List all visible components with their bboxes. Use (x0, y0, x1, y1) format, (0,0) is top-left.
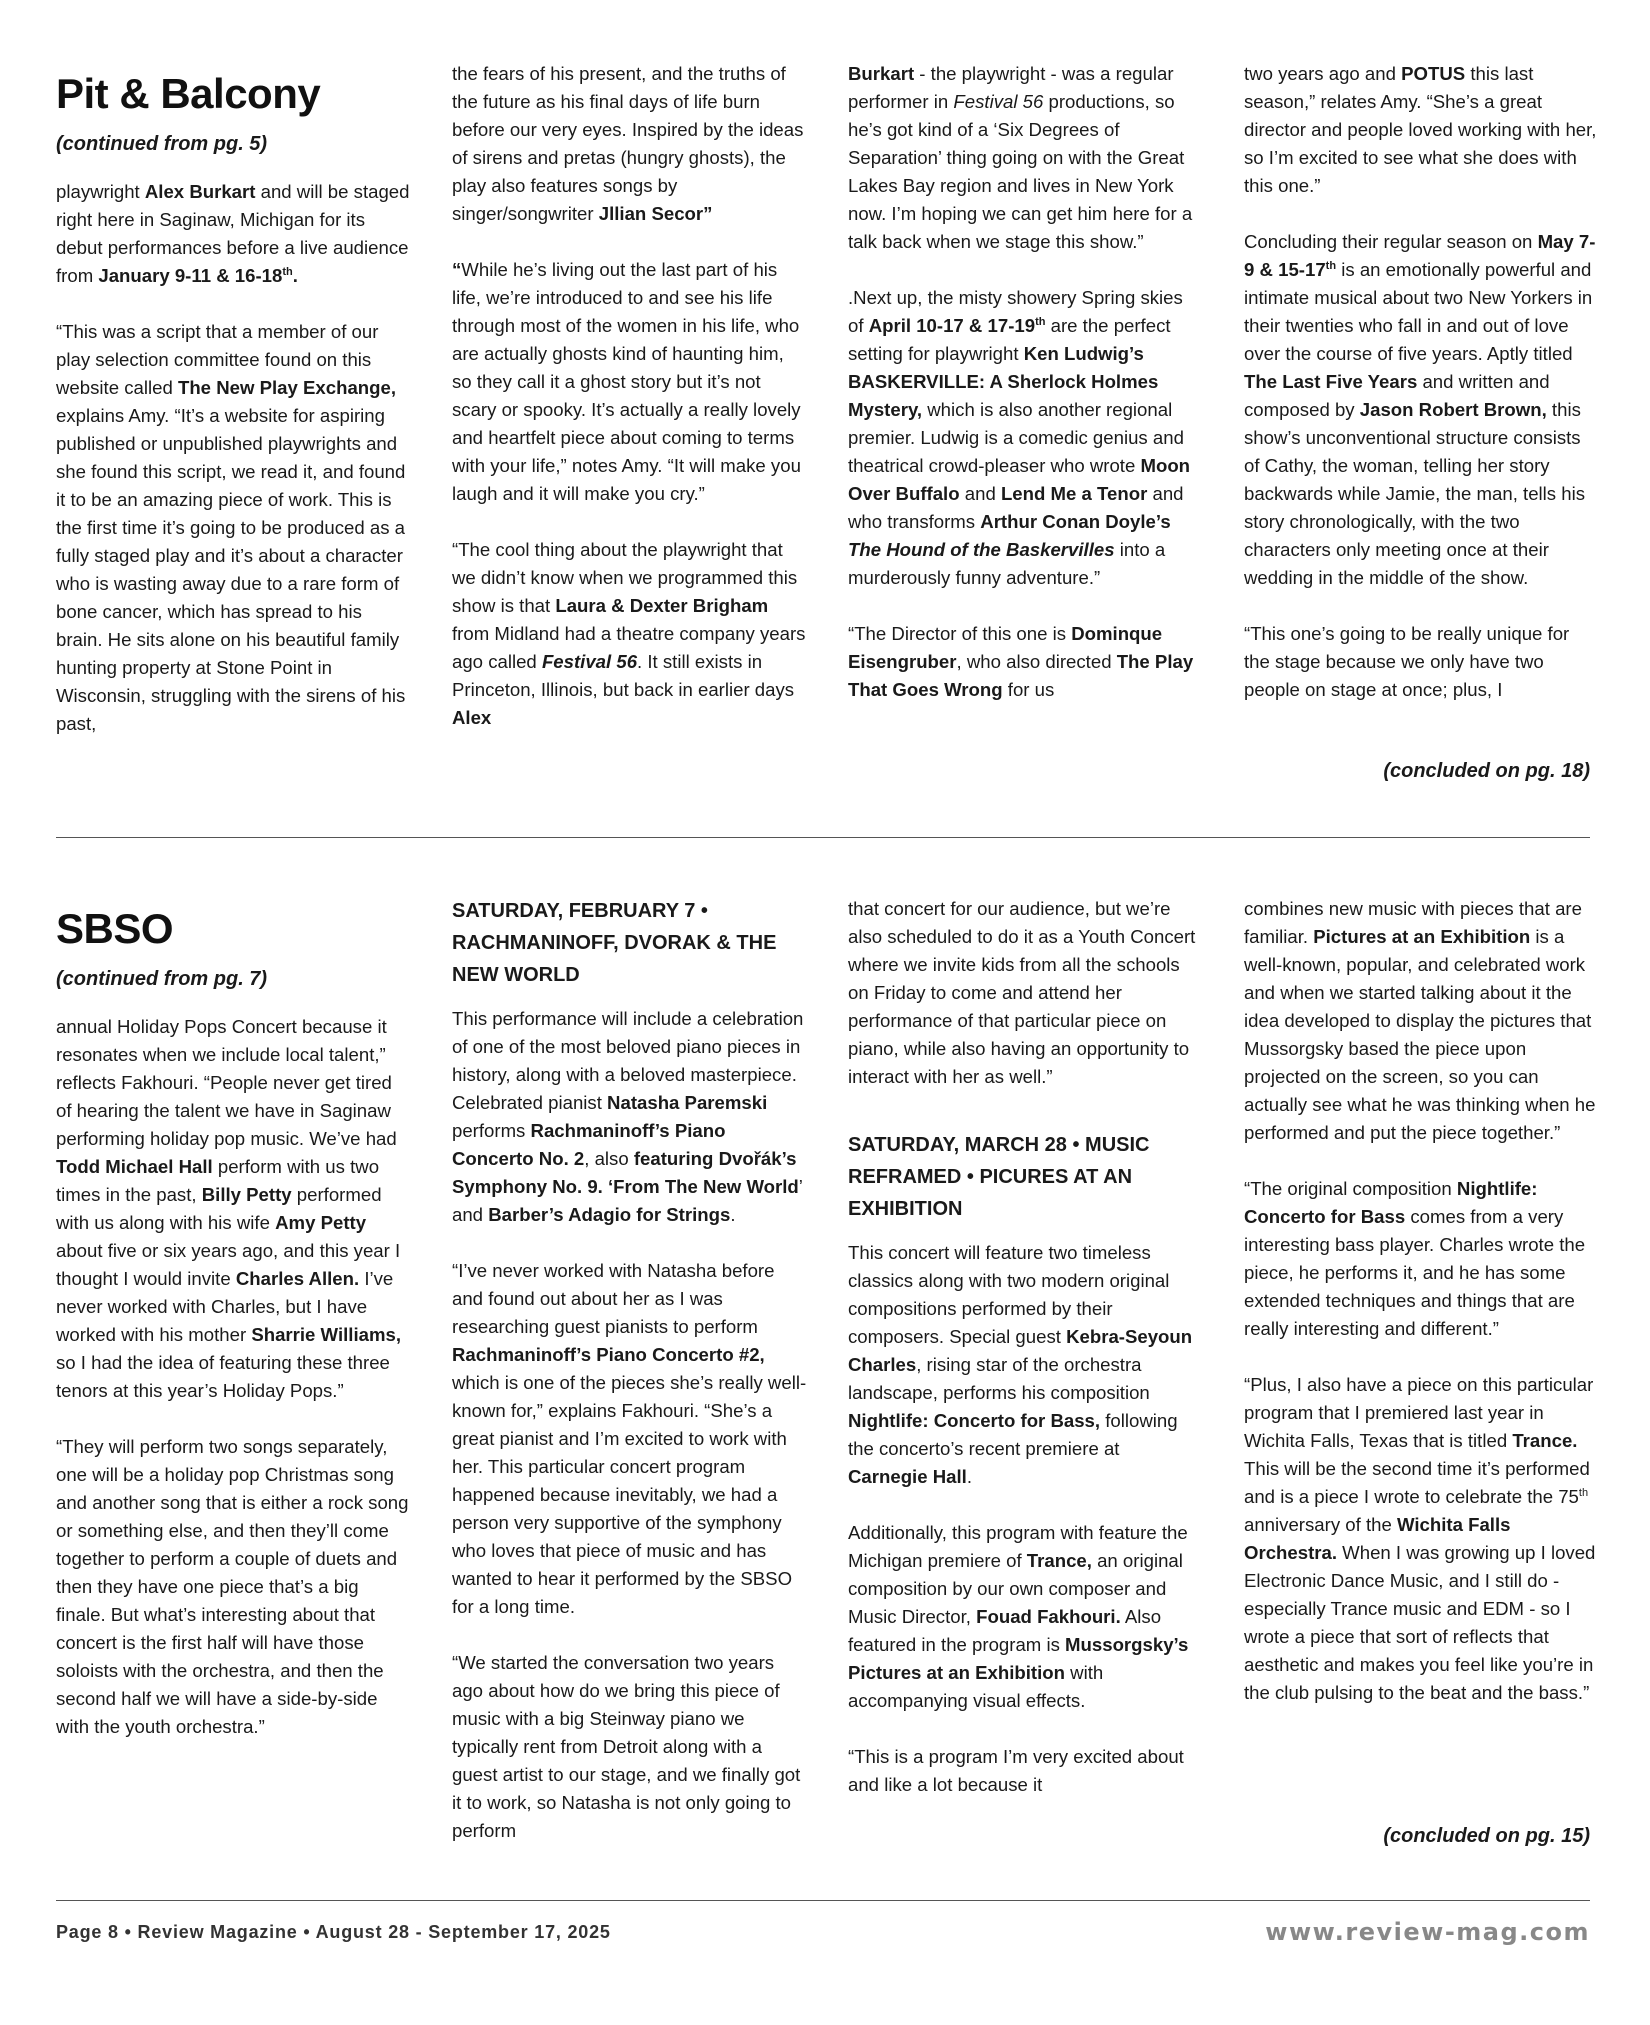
article-paragraph: “This was a script that a member of our play selection committee found on this website called The New Play Exchange, explains Amy. “It’s a website for aspiring published or unpublished playwrights and she found this script, we read it, and found it to be an amazing piece of work. This is the first time it’s going to be produced as a fully staged play and it’s about a character who is wasting away due to a rare form of bone cancer, which has spread to his brain. He sits alone on his beautiful family hunting property at Stone Point in Wisconsin, struggling with the sirens of his past, (56, 321, 406, 734)
article-paragraph: “The original composition Nightlife: Concerto for Bass comes from a very interesting bass player. Charles wrote the piece, he performs it, and he has some extended techniques and things that are really interesting and different.” (1244, 1178, 1586, 1339)
article-paragraph: annual Holiday Pops Concert because it resonates when we include local talent,” reflects Fakhouri. “People never get tired of hearing the talent we have in Saginaw performing holiday pop music. We’ve had Todd Michael Hall perform with us two times in the past, Billy Petty performed with us along with his wife Amy Petty about five or six years ago, and this year I thought I would invite Charles Allen. I’ve never worked with Charles, but I have worked with his mother Sharrie Williams, so I had the idea of featuring these three tenors at this year’s Holiday Pops.” (56, 1016, 401, 1401)
section-title: SBSO (56, 905, 174, 952)
column-3 (848, 60, 1203, 704)
article-paragraph: “I’ve never worked with Natasha before and found out about her as I was researching guest pianists to perform Rachmaninoff’s Piano Concerto #2, which is one of the pieces she’s really well-known for,” explains Fakhouri. “She’s a great pianist and I’m excited to work with her. This particular concert program happened because inevitably, we had a person very supportive of the symphony who loves that piece of music and has wanted to hear it performed by the SBSO for a long time. (452, 1260, 807, 1617)
article-paragraph: .Next up, the misty showery Spring skies of April 10-17 & 17-19th are the perfect setting for playwright Ken Ludwig’s BASKERVILLE: A Sherlock Holmes Mystery, which is also another regional premier. Ludwig is a comedic genius and theatrical crowd-pleaser who wrote Moon Over Buffalo and Lend Me a Tenor and who transforms Arthur Conan Doyle’s The Hound of the Baskervilles into a murderously funny adventure.” (848, 287, 1191, 588)
article-paragraph: combines new music with pieces that are familiar. Pictures at an Exhibition is a well-known, popular, and celebrated work and when we started talking about it the idea developed to display the pictures that Mussorgsky based the piece upon projected on the screen, so you can actually see what he was thinking when he performed and put the piece together.” (1244, 898, 1596, 1143)
article-paragraph: “We started the conversation two years ago about how do we bring this piece of music with a big Steinway piano we typically rent from Detroit along with a guest artist to our stage, and we finally got it to work, so Natasha is not only going to perform (452, 1652, 801, 1841)
article-paragraph: Concluding their regular season on May 7-9 & 15-17th is an emotionally powerful and intimate musical about two New Yorkers in their twenties who fall in and out of love over the course of five years. Aptly titled The Last Five Years and written and composed by Jason Robert Brown, this show’s unconventional structure consists of Cathy, the woman, telling her story backwards while Jamie, the man, tells his story chronologically, with the two characters only meeting once at their wedding in the middle of the show. (1244, 231, 1596, 588)
article-paragraph: “This one’s going to be really unique for the stage because we only have two people on stage at once; plus, I (1244, 623, 1570, 700)
article-paragraph: “While he’s living out the last part of his life, we’re introduced to and see his life through most of the women in his life, who are actually ghosts kind of haunting him, so they call it a ghost story but it’s not scary or spooky. It’s actually a really lovely and heartfelt piece about coming to terms with your life,” notes Amy. “It will make you laugh and it will make you cry.” (452, 259, 801, 504)
article-paragraph: “The cool thing about the playwright that we didn’t know when we programmed this show is that Laura & Dexter Brigham from Midland had a theatre company years ago called Festival 56. It still exists in Princeton, Illinois, but back in earlier days Alex (452, 539, 806, 728)
article-paragraph: that concert for our audience, but we’re also scheduled to do it as a Youth Concert where we invite kids from all the schools on Friday to come and attend her performance of that particular piece on piano, while also having an opportunity to interact with her as well.” (848, 898, 1196, 1087)
article-paragraph: This performance will include a celebration of one of the most beloved piano pieces in history, along with a beloved masterpiece. Celebrated pianist Natasha Paremski performs Rachmaninoff’s Piano Concerto No. 2, also featuring Dvořák’s Symphony No. 9. ‘From The New World’ and Barber’s Adagio for Strings. (452, 1008, 804, 1225)
section-divider (56, 837, 1590, 838)
article-paragraph: Additionally, this program with feature the Michigan premiere of Trance, an original composition by our own composer and Music Director, Fouad Fakhouri. Also featured in the program is Mussorgsky’s Pictures at an Exhibition with accompanying visual effects. (848, 1522, 1189, 1711)
article-paragraph: “The Director of this one is Dominque Eisengruber, who also directed The Play That Goes Wrong for us (848, 623, 1194, 700)
event-subhead: SATURDAY, FEBRUARY 7 • RACHMANINOFF, DVORAK & THE NEW WORLD (452, 900, 777, 986)
concluded-note: (concluded on pg. 18) (1383, 760, 1590, 782)
sbso-section (56, 895, 1596, 1855)
event-subhead: SATURDAY, MARCH 28 • MUSIC REFRAMED • PICURES AT AN EXHIBITION (848, 1134, 1150, 1220)
article-paragraph: “Plus, I also have a piece on this particular program that I premiered last year in Wichita Falls, Texas that is titled Trance. This will be the second time it’s performed and is a piece I wrote to celebrate the 75th anniversary of the Wichita Falls Orchestra. When I was growing up I loved Electronic Dance Music, and I still do - especially Trance music and EDM - so I wrote a piece that sort of reflects that aesthetic and makes you feel like you’re in the club pulsing to the beat and the bass.” (1244, 1374, 1596, 1703)
article-paragraph: two years ago and POTUS this last season,” relates Amy. “She’s a great director and people loved working with her, so I’m excited to see what she does with this one.” (1244, 63, 1597, 196)
pit-and-balcony-section (56, 60, 1597, 800)
continued-note: (continued from pg. 5) (56, 133, 268, 155)
article-paragraph: This concert will feature two timeless classics along with two modern original compositions performed by their composers. Special guest Kebra-Seyoun Charles, rising star of the orchestra landscape, performs his composition Nightlife: Concerto for Bass, following the concerto’s recent premiere at Carnegie Hall. (848, 1242, 1193, 1487)
footer-divider (56, 1900, 1590, 1901)
column-3 (848, 895, 1203, 1799)
article-paragraph: Burkart - the playwright - was a regular performer in Festival 56 productions, so he’s got kind of a ‘Six Degrees of Separation’ thing going on with the Great Lakes Bay region and lives in New York now. I’m hoping we can get him here for a talk back when we stage this show.” (848, 63, 1193, 252)
article-paragraph: the fears of his present, and the truths of the future as his final days of life burn before our very eyes. Inspired by the ideas of sirens and pretas (hungry ghosts), the play also features songs by singer/songwriter Jllian Secor” (452, 63, 804, 224)
column-2 (452, 60, 807, 732)
column-4 (1244, 60, 1599, 704)
column-1 (56, 895, 411, 1741)
column-1 (56, 60, 411, 738)
column-2 (452, 895, 807, 1845)
continued-note: (continued from pg. 7) (56, 968, 268, 990)
column-4 (1244, 895, 1599, 1707)
website-link[interactable]: www.review-mag.com (1265, 1918, 1590, 1946)
page-footer-info: Page 8 • Review Magazine • August 28 - September 17, 2025 (56, 1922, 611, 1942)
article-paragraph: “This is a program I’m very excited about and like a lot because it (848, 1746, 1184, 1795)
concluded-note: (concluded on pg. 15) (1383, 1825, 1590, 1847)
section-title: Pit & Balcony (56, 70, 321, 117)
article-paragraph: “They will perform two songs separately, one will be a holiday pop Christmas song and another song that is either a rock song or something else, and then they’ll come together to perform a couple of duets and then they have one piece that’s a big finale. But what’s interesting about that concert is the first half will have those soloists with the orchestra, and then the second half we will have a side-by-side with the youth orchestra.” (56, 1436, 409, 1737)
article-paragraph: playwright Alex Burkart and will be staged right here in Saginaw, Michigan for its debut performances before a live audience from January 9-11 & 16-18th. (56, 181, 410, 286)
